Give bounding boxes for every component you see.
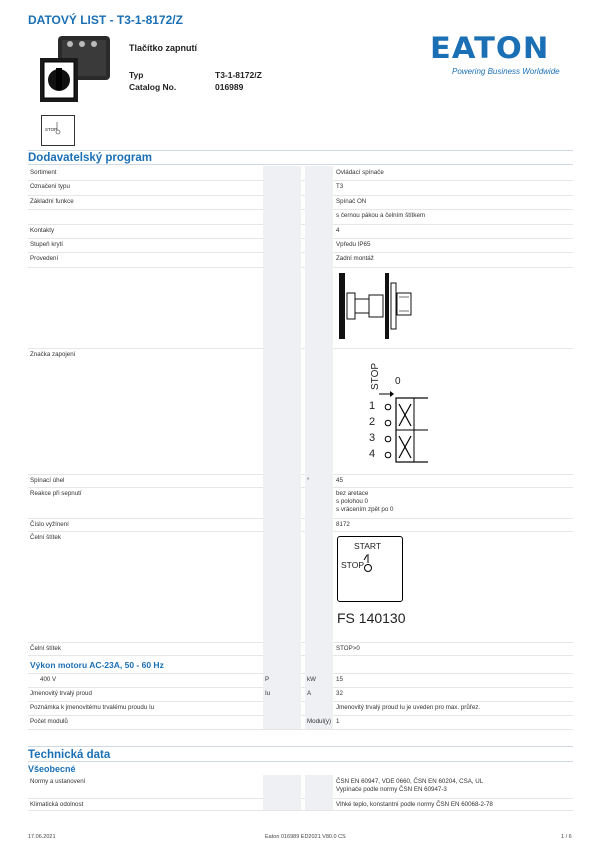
row-value: Zadní montáž	[336, 255, 374, 263]
section-subtitle-general: Všeobecné	[28, 764, 76, 774]
row-label: Značka zapojení	[30, 351, 76, 358]
table-row	[28, 267, 573, 349]
table-row	[28, 687, 573, 702]
row-label	[28, 209, 264, 215]
tagline: Powering Business Worldwide	[452, 67, 560, 76]
table-row	[28, 701, 573, 716]
section-rule	[28, 761, 573, 762]
row-unit2	[305, 238, 337, 244]
row-value: ČSN EN 60947, VDE 0660, ČSN EN 60204, CSA, UL	[336, 778, 484, 785]
row-unit2	[305, 209, 337, 215]
table-row	[28, 487, 573, 519]
diagram-zero: 0	[395, 376, 401, 387]
product-name: Tlačítko zapnutí	[129, 43, 198, 53]
row-label: Spínací úhel	[30, 477, 65, 484]
row-unit1	[263, 252, 305, 258]
section-title-tech: Technická data	[28, 749, 111, 761]
row-unit2	[305, 252, 337, 258]
row-label: Reakce při sepnutí	[30, 490, 82, 497]
row-label: Čelní štítek	[30, 645, 61, 652]
section-rule	[28, 746, 573, 747]
table-row	[28, 642, 573, 656]
table-row	[28, 474, 573, 488]
row-value: 8172	[336, 521, 350, 528]
section-title-supply: Dodavatelský program	[28, 152, 152, 164]
row-label: Stupeň krytí	[30, 241, 64, 248]
typ-label: Typ	[129, 70, 144, 80]
footer-date: 17.06.2021	[28, 834, 56, 840]
table-row	[28, 195, 573, 210]
table-row	[28, 166, 573, 181]
row-value: 1	[336, 718, 340, 725]
footer-center: Eaton 016989 ED2021 V80.0 CS	[265, 834, 346, 840]
table-row	[28, 518, 573, 532]
row-unit2	[305, 224, 337, 230]
row-value: bez aretace	[336, 490, 369, 497]
row-value: s vrácením zpět po 0	[336, 506, 394, 513]
row-value: s polohou 0	[336, 498, 368, 505]
row-unit2	[305, 180, 337, 186]
contact-3: 3	[369, 432, 376, 444]
table-row	[28, 209, 573, 224]
table-row	[28, 531, 573, 643]
row-label: Označení typu	[30, 183, 70, 191]
table-row	[28, 180, 573, 195]
row-label: Čelní štítek	[30, 534, 61, 541]
row-unit1	[263, 224, 305, 230]
row-unit1	[263, 180, 305, 186]
row-unit1	[263, 238, 305, 244]
thumb-stop-text: STOP	[45, 127, 58, 132]
contact-4: 4	[369, 448, 376, 460]
table-row	[28, 715, 573, 730]
eaton-logo-text: EATON	[430, 31, 550, 65]
product-image	[40, 30, 115, 105]
row-unit2: A	[307, 690, 312, 697]
row-label: 400 V	[40, 676, 57, 683]
row-value: STOP>0	[336, 645, 360, 652]
row-value: s černou pákou a čelním štítkem	[336, 212, 426, 220]
row-value: Vpředu IP65	[336, 241, 371, 248]
row-label: Základní funkce	[30, 197, 74, 205]
row-label: Poznámka k jmenovitému trvalému proudu Iu	[30, 704, 155, 711]
plate-stop: STOP	[341, 560, 364, 570]
row-value: Vypínače podle normy ČSN EN 60947-3	[336, 786, 447, 793]
table-row	[28, 798, 573, 811]
row-unit2	[305, 701, 337, 707]
row-label: Normy a ustanovení	[30, 778, 86, 785]
row-value: Ovládací spínače	[336, 169, 384, 176]
table-row	[28, 348, 573, 475]
mounting-drawing	[336, 271, 436, 341]
table-row	[28, 775, 573, 799]
row-unit2: Modul(y)	[307, 718, 332, 725]
footer-page: 1 / 6	[561, 834, 572, 840]
row-label: Počet modulů	[30, 718, 68, 725]
motor-title: Výkon motoru AC-23A, 50 - 60 Hz	[30, 660, 164, 670]
row-unit2	[305, 166, 337, 172]
row-label: Kontakty	[30, 226, 55, 234]
row-label: Číslo vyžínení	[30, 521, 69, 528]
table-row	[28, 673, 573, 688]
row-unit1	[263, 701, 305, 707]
row-unit: °	[307, 477, 310, 484]
row-unit2	[305, 195, 337, 201]
row-value: 4	[336, 226, 340, 234]
motor-heading-row	[28, 655, 573, 674]
table-row	[28, 224, 573, 239]
diagram-stop: STOP	[370, 362, 381, 390]
page-title: DATOVÝ LIST - T3-1-8172/Z	[28, 13, 183, 27]
catalog-label: Catalog No.	[129, 82, 177, 92]
row-value: Vlhké teplo, konstantní podle normy ČSN EN 60068-2-78	[336, 801, 493, 808]
front-plate-drawing	[337, 536, 429, 636]
row-label: Provedení	[30, 255, 59, 263]
row-unit1	[263, 715, 305, 721]
table-row	[28, 252, 573, 267]
typ-value: T3-1-8172/Z	[215, 70, 262, 80]
table-row	[28, 238, 573, 253]
row-unit1: P	[265, 676, 270, 683]
row-value: Spínač ON	[336, 197, 367, 205]
product-symbol-thumb	[41, 115, 75, 146]
wiring-diagram	[338, 354, 428, 470]
row-unit1	[263, 195, 305, 201]
row-value: T3	[336, 183, 344, 191]
contact-1: 1	[369, 400, 376, 412]
row-value: 32	[336, 690, 343, 697]
catalog-value: 016989	[215, 82, 244, 92]
row-unit2: kW	[307, 676, 316, 683]
row-label: Jmenovitý trvalý proud	[30, 690, 92, 697]
section-rule	[28, 164, 573, 165]
plate-start: START	[354, 541, 382, 551]
row-value: 45	[336, 477, 343, 484]
eaton-logo	[430, 31, 550, 65]
row-label: Klimatická odolnost	[30, 801, 84, 808]
row-unit1	[263, 209, 305, 215]
section-rule	[28, 150, 573, 151]
row-value: Jmenovitý trvalý proud Iu je uveden pro max. průřez.	[336, 704, 481, 711]
row-label: Sortiment	[30, 169, 57, 176]
plate-code: FS 140130	[337, 610, 406, 626]
row-unit1: Iu	[265, 690, 271, 697]
contact-2: 2	[369, 416, 376, 428]
row-value: 15	[336, 676, 343, 683]
row-unit1	[263, 166, 305, 172]
